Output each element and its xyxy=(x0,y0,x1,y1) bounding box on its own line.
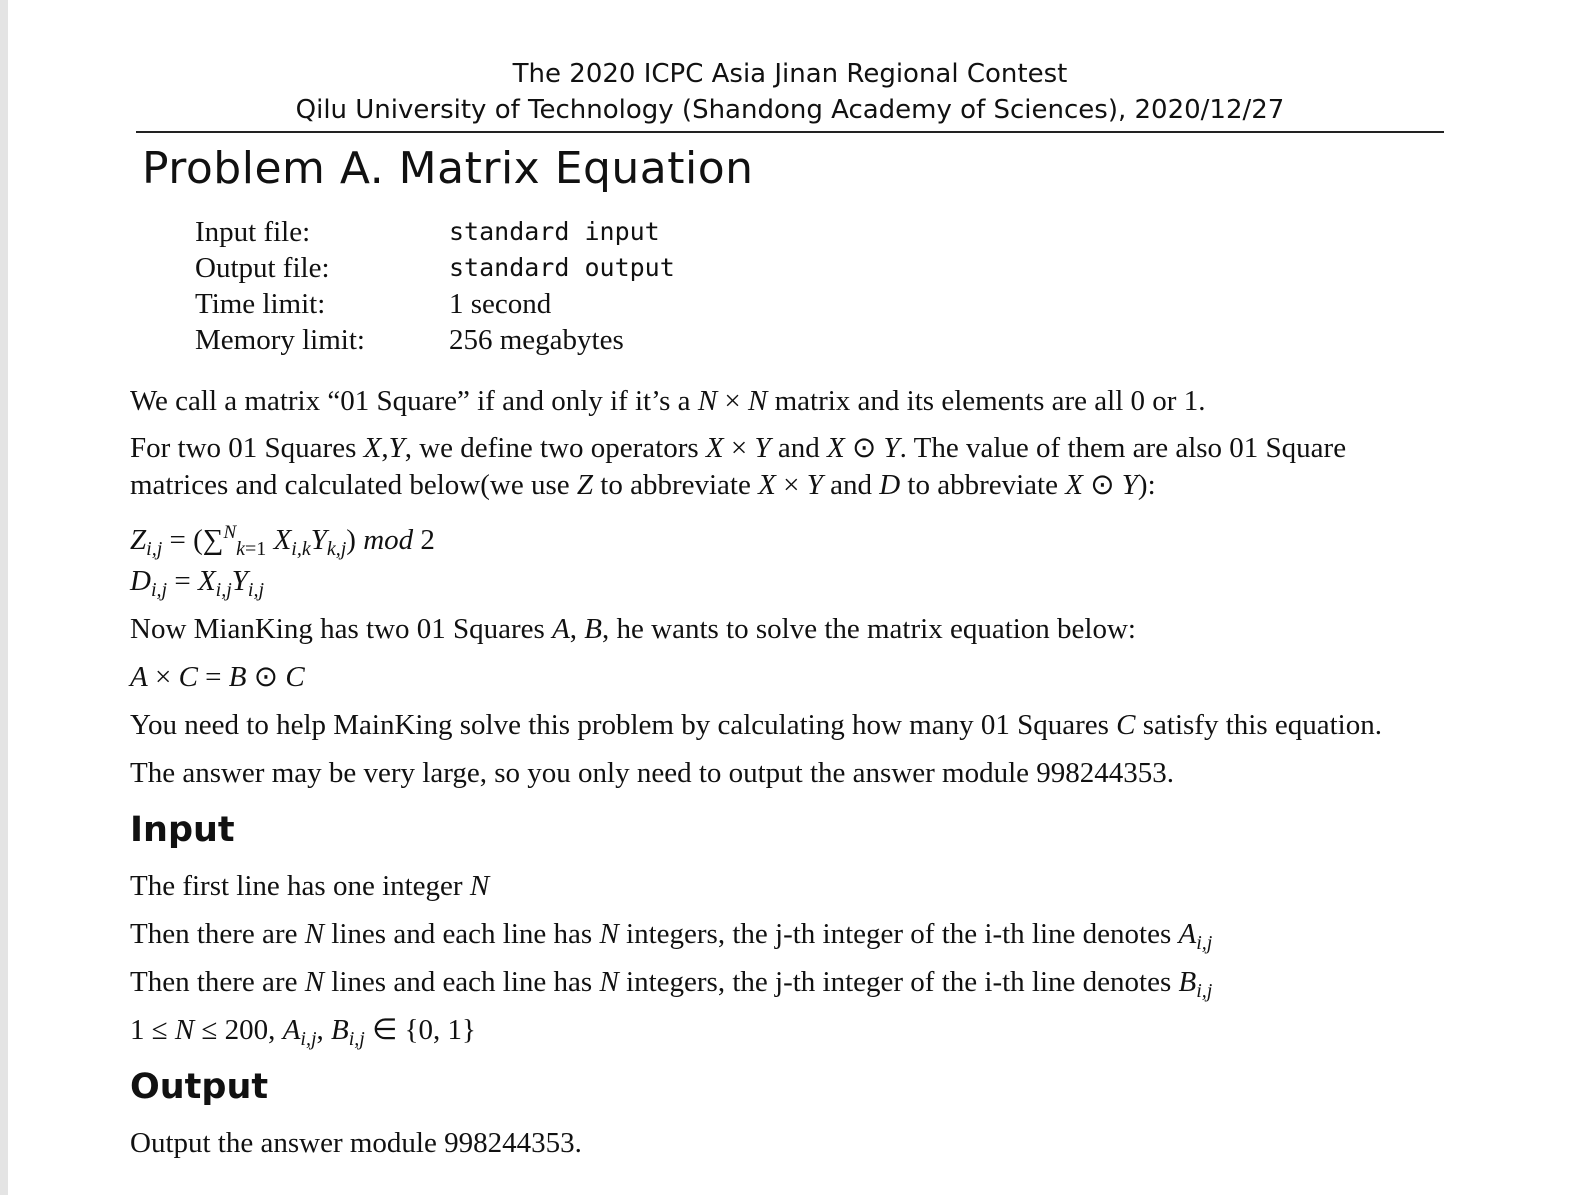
input-constraints: 1 ≤ N ≤ 200, $A_{i,j}$, $B_{i,j}$ ∈ {0, 1} xyxy=(130,1014,476,1050)
output-heading: Output xyxy=(130,1067,269,1107)
page-left-edge xyxy=(0,0,8,1195)
input-heading: Input xyxy=(130,810,235,850)
input-line-1: The first line has one integer N xyxy=(130,870,490,902)
limit-value: standard input xyxy=(449,217,660,246)
limit-label: Memory limit: xyxy=(195,324,365,356)
output-text: Output the answer module 998244353. xyxy=(130,1127,582,1159)
limit-value: standard output xyxy=(449,253,675,282)
statement-paragraph-1: We call a matrix “01 Square” if and only if it’s a N × N matrix and its elements are all 0 or 1. xyxy=(130,385,1206,417)
statement-paragraph-3: Now MianKing has two 01 Squares A, B, he wants to solve the matrix equation below: xyxy=(130,613,1136,645)
equation: A × C = B ⊙ C xyxy=(130,661,305,693)
input-line-3: Then there are N lines and each line has N integers, the j-th integer of the i-th line denotes $B_{i,j}$ xyxy=(130,966,1213,1002)
header-rule xyxy=(136,131,1444,133)
contest-venue-date: Qilu University of Technology (Shandong Academy of Sciences), 2020/12/27 xyxy=(295,95,1285,125)
contest-name: The 2020 ICPC Asia Jinan Regional Contest xyxy=(512,59,1068,89)
contest-header xyxy=(136,56,1444,128)
limit-label: Input file: xyxy=(195,216,311,248)
formula-z: $Z_{i,j} = (\sum^N_{k=1}$ $X_{i,k}Y_{k,j}$) mod 2 xyxy=(130,522,435,560)
statement-paragraph-2: For two 01 Squares X,Y, we define two operators X × Y and X ⊙ Y. The value of them are also 01 Square matrices and calculated below(we use Z to abbreviate X × Y and D to abbreviate X ⊙ Y): xyxy=(130,432,1347,501)
limit-value: 1 second xyxy=(449,288,552,320)
limit-label: Output file: xyxy=(195,252,330,284)
limit-value: 256 megabytes xyxy=(449,324,624,356)
limit-label: Time limit: xyxy=(195,288,326,320)
statement-paragraph-5: The answer may be very large, so you only need to output the answer module 998244353. xyxy=(130,757,1175,789)
input-line-2: Then there are N lines and each line has N integers, the j-th integer of the i-th line denotes $A_{i,j}$ xyxy=(130,918,1213,954)
formula-d: $D_{i,j} = X_{i,j}Y_{i,j}$ xyxy=(130,565,265,601)
statement-paragraph-4: You need to help MainKing solve this problem by calculating how many 01 Squares C satisfy this equation. xyxy=(130,709,1382,741)
problem-title: Problem A. Matrix Equation xyxy=(142,143,754,194)
